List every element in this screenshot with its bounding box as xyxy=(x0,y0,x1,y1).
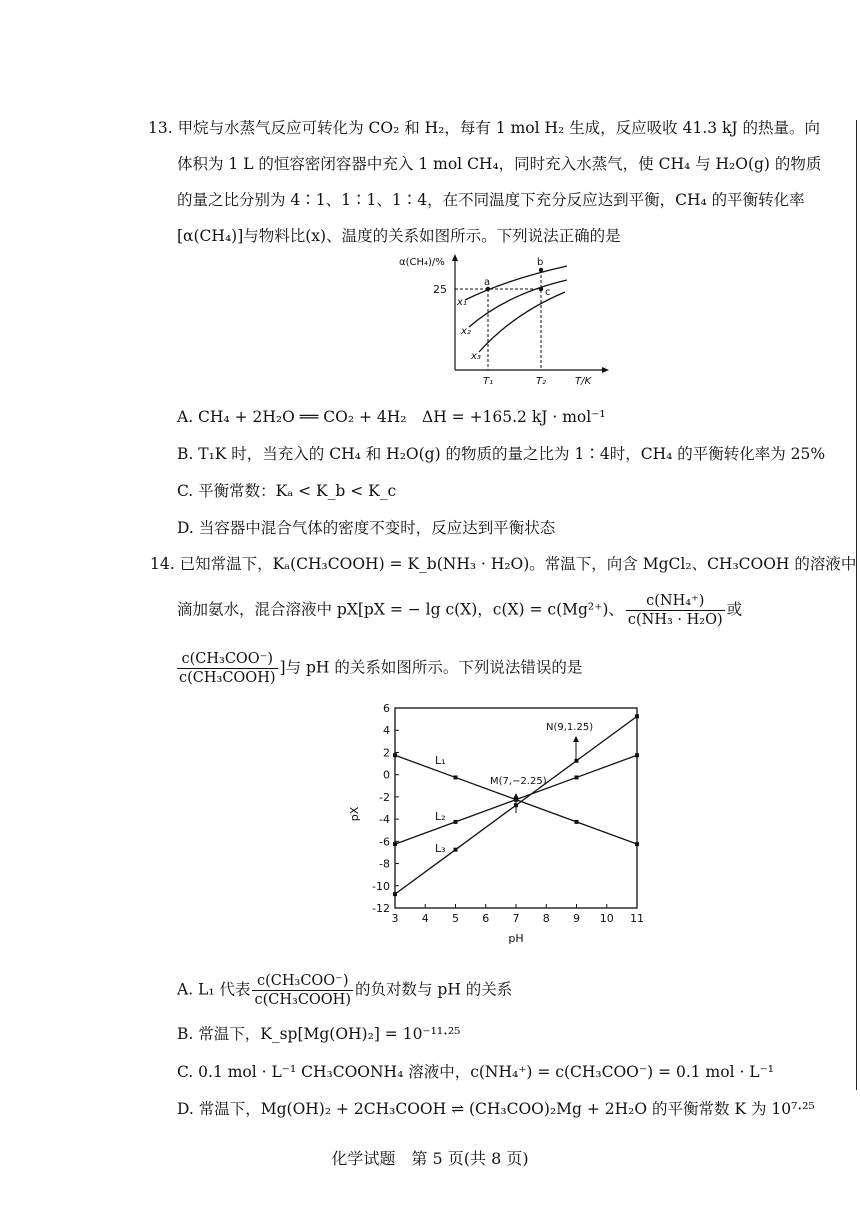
q13-curve-label-x2: x₂ xyxy=(461,326,471,337)
q13-line-2: 体积为 1 L 的恒容密闭容器中充入 1 mol CH₄，同时充入水蒸气，使 CH₄ 与 H₂O(g) 的物质 xyxy=(177,155,822,173)
q14-y-tick-label: 4 xyxy=(383,724,390,738)
q14-data-point xyxy=(454,775,458,779)
q14-y-tick-label: -10 xyxy=(372,879,390,893)
q14-data-point xyxy=(393,753,397,757)
q14-y-tick-label: -6 xyxy=(379,835,390,849)
q14-x-tick-label: 10 xyxy=(599,912,614,925)
q14-annotation-n: N(9,1.25) xyxy=(546,722,594,733)
q14-option-c: C. 0.1 mol · L⁻¹ CH₃COONH₄ 溶液中，c(NH₄⁺) = c(CH₃COO⁻) = 0.1 mol · L⁻¹ xyxy=(177,1063,774,1081)
q14-series-label-l1: L₁ xyxy=(435,754,446,767)
q14-x-tick-label: 11 xyxy=(630,912,644,925)
q14-series-label-l3: L₃ xyxy=(435,842,446,855)
q14-chart xyxy=(340,696,670,952)
q14-line-2-or: 或 xyxy=(726,600,743,619)
q14-annotation-m: M(7,−2.25) xyxy=(490,776,547,787)
q14-option-b: B. 常温下，K_sp[Mg(OH)₂] = 10⁻¹¹·²⁵ xyxy=(177,1025,461,1043)
q14-data-point xyxy=(393,892,397,896)
q13-option-b: B. T₁K 时，当充入的 CH₄ 和 H₂O(g) 的物质的量之比为 1∶4时，CH₄ 的平衡转化率为 25% xyxy=(177,445,826,463)
q14-y-tick-label: -12 xyxy=(372,902,390,915)
q13-option-c: C. 平衡常数：Kₐ < K_b < K_c xyxy=(177,482,397,500)
q14-x-tick-label: 3 xyxy=(391,912,399,925)
q13-ytick-25: 25 xyxy=(433,283,447,296)
q14-y-tick-label: 2 xyxy=(383,746,390,760)
q13-line-1: 13. 甲烷与水蒸气反应可转化为 CO₂ 和 H₂，每有 1 mol H₂ 生成，反应吸收 41.3 kJ 的热量。向 xyxy=(148,119,821,137)
q13-y-arrow xyxy=(452,254,458,261)
q14-x-tick-label: 8 xyxy=(542,912,550,925)
q14-series-label-l2: L₂ xyxy=(435,810,446,823)
q13-point-b-dot xyxy=(539,268,543,272)
q14-line-2-text: 滴加氨水，混合溶液中 pX[pX = − lg c(X)，c(X) = c(Mg²⁺)、 xyxy=(177,600,624,619)
q13-xtick-t1: T₁ xyxy=(483,376,494,387)
q14-ylabel: pX xyxy=(348,806,361,822)
q14-xlabel: pH xyxy=(508,932,524,945)
q14-data-point xyxy=(635,714,639,718)
q13-curve-x3 xyxy=(479,292,565,352)
q13-curve-label-x1: x₁ xyxy=(457,297,467,308)
q13-option-d: D. 当容器中混合气体的密度不变时，反应达到平衡状态 xyxy=(177,519,556,537)
q14-option-a-pre: A. L₁ 代表 xyxy=(177,980,251,999)
q13-point-c: c xyxy=(545,287,551,298)
q14-fraction-acetate xyxy=(177,650,278,687)
q13-point-c-dot xyxy=(539,287,543,291)
q14-x-tick-label: 9 xyxy=(573,912,580,925)
q14-y-tick-label: 0 xyxy=(383,768,390,782)
q13-x-arrow xyxy=(602,367,609,373)
q14-data-point xyxy=(575,759,579,763)
page-footer: 化学试题 第 5 页(共 8 页) xyxy=(331,1149,529,1168)
q14-data-point xyxy=(635,842,639,846)
page-edge-line xyxy=(856,120,857,1090)
q13-graph xyxy=(395,252,610,390)
q14-line-3 xyxy=(177,650,582,687)
q14-fraction-nh4-den: c(NH₃ · H₂O) xyxy=(627,612,723,628)
q13-point-b: b xyxy=(537,257,544,268)
q14-option-a-num: c(CH₃COO⁻) xyxy=(252,972,353,991)
q13-line-4: [α(CH₄)]与物料比(x)、温度的关系如图所示。下列说法正确的是 xyxy=(177,227,621,245)
q14-x-tick-label: 7 xyxy=(512,912,520,925)
q13-ylabel: α(CH₄)/% xyxy=(399,257,445,268)
q14-data-point xyxy=(454,848,458,852)
q14-option-a-fraction xyxy=(252,972,353,1009)
q14-data-point xyxy=(575,820,579,824)
q14-option-a-post: 的负对数与 pH 的关系 xyxy=(355,980,513,999)
q13-option-a: A. CH₄ + 2H₂O ══ CO₂ + 4H₂ ΔH = +165.2 kJ · mol⁻¹ xyxy=(177,408,606,426)
q13-line-3: 的量之比分别为 4∶1、1∶1、1∶4，在不同温度下充分反应达到平衡，CH₄ 的平衡转化率 xyxy=(177,191,805,209)
q13-curve-label-x3: x₃ xyxy=(471,351,481,362)
q14-x-tick-label: 5 xyxy=(452,912,459,925)
q14-data-point xyxy=(393,842,397,846)
q14-fraction-acetate-den: c(CH₃COOH) xyxy=(179,670,276,686)
q13-xtick-t2: T₂ xyxy=(536,376,547,387)
q14-y-tick-label: -4 xyxy=(379,813,390,827)
q14-x-tick-label: 4 xyxy=(421,912,429,925)
q13-xlabel: T/K xyxy=(575,376,592,387)
q14-option-a-den: c(CH₃COOH) xyxy=(254,992,351,1008)
q14-option-a xyxy=(177,972,512,1009)
q14-data-point xyxy=(575,775,579,779)
q14-y-tick-label: 6 xyxy=(383,702,390,715)
q14-option-d: D. 常温下，Mg(OH)₂ + 2CH₃COOH ⇌ (CH₃COO)₂Mg + 2H₂O 的平衡常数 K 为 10⁷·²⁵ xyxy=(177,1100,815,1118)
q14-data-point xyxy=(454,820,458,824)
q14-line-3-text: ]与 pH 的关系如图所示。下列说法错误的是 xyxy=(279,658,583,677)
q14-y-tick-label: -2 xyxy=(379,790,390,804)
q13-curve-x1 xyxy=(465,266,567,300)
q13-point-a: a xyxy=(484,277,491,288)
q14-arrow-m-head xyxy=(513,793,519,799)
q14-line-2 xyxy=(177,592,742,629)
q14-line-1: 14. 已知常温下，Kₐ(CH₃COOH) = K_b(NH₃ · H₂O)。常温下，向含 MgCl₂、CH₃COOH 的溶液中 xyxy=(150,555,857,573)
q14-x-tick-label: 6 xyxy=(482,912,490,925)
q14-fraction-nh4 xyxy=(626,592,725,629)
q14-y-tick-label: -8 xyxy=(379,857,390,871)
q14-data-point xyxy=(635,753,639,757)
q14-fraction-nh4-num: c(NH₄⁺) xyxy=(626,592,725,611)
q14-fraction-acetate-num: c(CH₃COO⁻) xyxy=(177,650,278,669)
q14-arrow-n-head xyxy=(573,736,579,742)
